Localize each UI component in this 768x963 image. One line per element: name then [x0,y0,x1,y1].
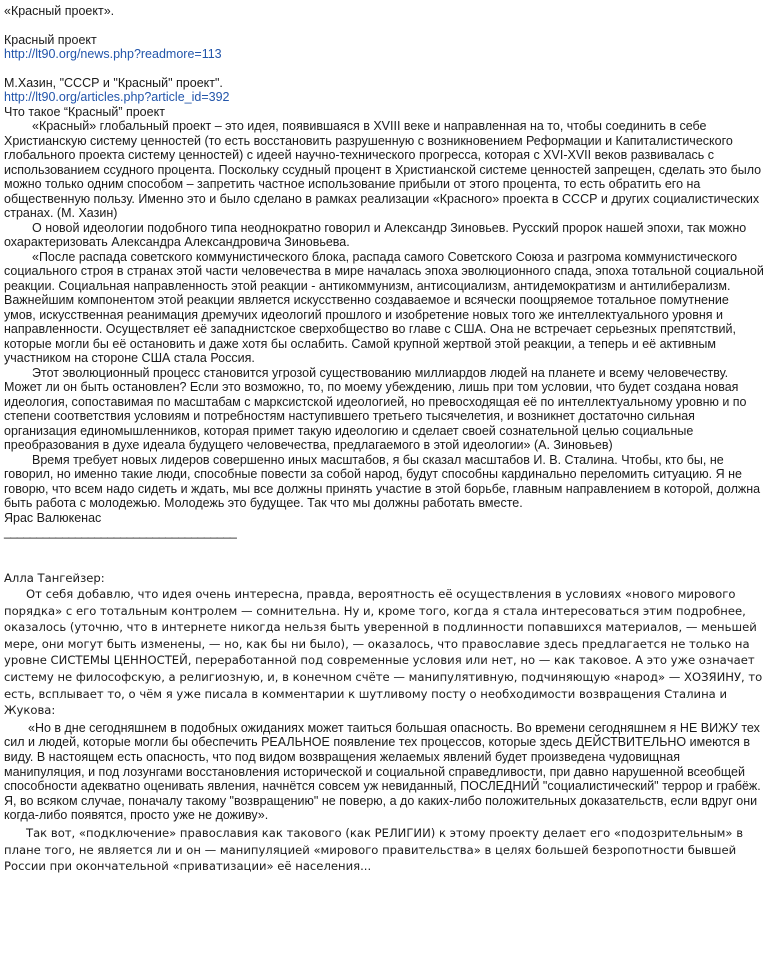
ref2-title: М.Хазин, "СССР и "Красный" проект". [4,75,223,90]
comment-author: Алла Тангейзер: [4,570,105,585]
ref1-title: Красный проект [4,32,97,47]
divider: ____________________________________ [4,525,237,539]
ref2-link[interactable]: http://lt90.org/articles.php?article_id=392 [4,90,230,104]
comment-quote: «Но в дне сегодняшнем в подобных ожиданиях может таиться большая опасность. Во времени сегодняшнем я НЕ ВИЖУ тех сил и людей, которые могли бы обеспечить РЕАЛЬНОЕ появление тех процессов, которые здесь ДЕЙСТВИТЕЛЬНО имеются в виду. В настоящем есть опасность, что под видом возвращения желаемых явлений будет произведена чудовищная манипуляция, и под лозунгами восстановления исторической и социальной справедливости, при давно нарушенной всеобщей способности адекватно оценивать явления, начнётся совсем уж невиданный, ПОСЛЕДНИЙ "социалистический" террор и грабёж. Я, во всяком случае, поначалу такому "возвращению" не поверю, а до каких-либо положительных доказательств, если вдруг они когда-либо появятся, просто уже не доживу». [4,720,761,823]
paragraph: Этот эволюционный процесс становится угрозой существованию миллиардов людей на планете и всему человечеству. Может ли он быть остановлен? Если это возможно, то, по моему убеждению, лишь при том условии, что будет создана новая идеология, сопоставимая по масштабам с марксистской идеологией, но превосходящая её по интеллектуальному уровню и по степени соответствия условиям и потребностям наступившего третьего тысячелетия, и возникнет достаточно сильная организация единомышленников, которая примет такую идеологию и сделает своей сознательной целью социальные преобразования в духе идеала будущего человечества, предлагаемого в этой идеологии» (А. Зиновьев) [4,365,747,452]
section-heading: Что такое “Красный” проект [4,104,165,119]
paragraph: «После распада советского коммунистического блока, распада самого Советского Союза и разгрома коммунистического социального строя в странах этой части человечества в мире началась эпоха эволюционного спада, эпоха тотальной социальной реакции. Социальная направленность этой реакции - антикоммунизм, антисоциализм, антидемократизм и антилиберализм. Важнейшим компонентом этой реакции является искусственно создаваемое и всячески поощряемое тотальное помутнение умов, искусственная реанимация дремучих идеологий прошлого и изобретение новых того же интеллектуального уровня и направленности. Осуществляет её западнистское сверхобщество во главе с США. Она не встречает серьезных препятствий, которые могли бы её остановить и даже хотя бы ослабить. Самой крупной жертвой этой реакции, а теперь и её активным участником на стороне США стала Россия. [4,249,764,365]
document-page [4,4,764,875]
header-title: «Красный проект». [4,4,115,18]
comment-outro: Так вот, «подключение» православия как такового (как РЕЛИГИИ) к этому проекту делает его «подозрительным» в плане того, не является ли и он — манипуляцией «мирового правительства» в целях большей безропотности бывшей России при окончательной «приватизации» её населения... [4,826,744,874]
signature: Ярас Валюкенас [4,510,102,525]
paragraph: Время требует новых лидеров совершенно иных масштабов, я бы сказал масштабов И. В. Сталина. Чтобы, кто бы, не говорил, но именно такие люди, способные повести за собой народ, будут способны кардинально переломить ситуацию. Я не говорю, что всем надо сидеть и ждать, мы все должны принять участие в этой борьбе, главным направлением в которой, должна быть работа с молодежью. Молодежь это будущее. Так что мы должны работать вместе. [4,452,761,510]
ref1-link[interactable]: http://lt90.org/news.php?readmore=113 [4,47,222,61]
comment-section [4,570,764,875]
article-section [4,4,764,540]
paragraph: «Красный» глобальный проект – это идея, появившаяся в XVIII веке и направленная на то, чтобы соединить в себе Христианскую систему ценностей (то есть восстановить разрушенную с возникновением Реформации и Капиталистического глобального проекта систему ценностей) с идеей научно-технического прогресса, которая с XVI-XVII веков развивалась с использованием ссудного процента. Поскольку ссудный процент в Христианской системе ценностей запрещен, сделать это было можно только одним способом – запретить частное использование прибыли от этого процента, то есть обратить его на общественную пользу. Именно это и было сделано в рамках реализации «Красного» проекта в СССР и других социалистических странах. (М. Хазин) [4,119,762,220]
spacer [4,19,764,33]
spacer [4,62,764,76]
comment-intro: От себя добавлю, что идея очень интересна, правда, вероятность её осуществления в условиях «нового мирового порядка» с его тотальным контролем — сомнительна. Ну и, кроме того, когда я стала интересоваться этим подробнее, оказалось (уточню, что в интернете никогда нельзя быть уверенной в подлинности попавшихся материалов, — меньшей мере, они могут быть изменены, — но, как бы ни было), — оказалось, что православие здесь предлагается не только на уровне СИСТЕМЫ ЦЕННОСТЕЙ, переработанной под современные условия или нет, но — как таковое. А это уже означает систему не философскую, а религиозную, и, в конечном счёте — манипулятивную, подчиняющую «народ» — ХОЗЯИНУ, то есть, всплывает то, о чём я уже писала в комментарии к шутливому посту о необходимости возвращения Сталина и Жукова: [4,587,763,718]
paragraph: О новой идеологии подобного типа неоднократно говорил и Александр Зиновьев. Русский пророк нашей эпохи, так можно охарактеризовать Александра Александровича Зиновьева. [4,220,747,249]
